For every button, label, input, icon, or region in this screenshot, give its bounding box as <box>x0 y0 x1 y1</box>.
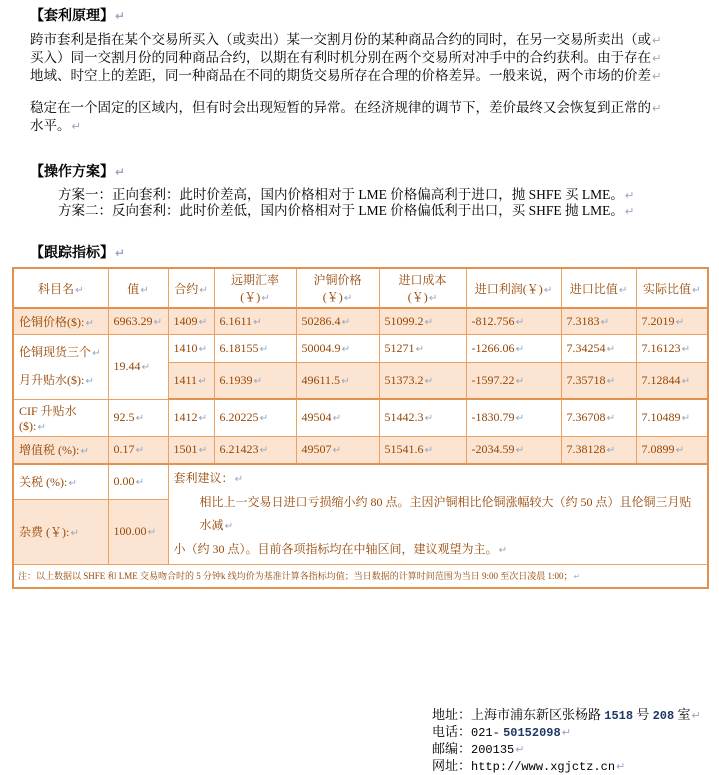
section-title-arbitrage-principle <box>30 8 719 25</box>
item-name: 杂费 (￥): <box>19 525 70 540</box>
spacer <box>0 85 719 99</box>
table-row-tariff <box>13 464 708 500</box>
header-text: 远期汇率(￥) <box>230 273 279 304</box>
contract-cell <box>168 335 214 363</box>
paragraph-mark: ↵ <box>234 473 244 485</box>
actual-ratio-cell <box>636 335 708 363</box>
actual-ratio-cell <box>636 308 708 335</box>
header-actual-ratio <box>636 268 708 308</box>
shfe-price-cell <box>296 335 379 363</box>
shfe-price-cell <box>296 363 379 400</box>
shfe-price-cell <box>296 399 379 436</box>
paragraph-line-text: 买入）同一交割月份的同种商品合约，以期在有利时机分别在两个交易所对冲手中的合约获利。由于存在 <box>30 50 651 65</box>
contract-cell <box>168 436 214 464</box>
import-cost-value: 51271 <box>384 341 415 355</box>
spacer <box>0 135 719 164</box>
paragraph-mark: ↵ <box>253 317 262 328</box>
section-title-operation-plan <box>30 164 719 181</box>
table-footnote-row <box>13 564 708 588</box>
fx-rate-value: 6.1939 <box>219 373 253 387</box>
contract-value: 1409 <box>173 314 198 328</box>
paragraph-mark: ↵ <box>115 9 125 23</box>
section-title-text: 【操作方案】 <box>30 165 114 180</box>
contract-value: 1412 <box>173 410 198 425</box>
contract-value: 1501 <box>173 442 198 456</box>
paragraph-mark: ↵ <box>332 413 342 425</box>
paragraph-mark: ↵ <box>259 344 269 355</box>
address-room-number: 208 <box>652 708 675 723</box>
header-text: 进口成本(￥) <box>398 273 447 304</box>
principle-paragraph-2 <box>30 99 689 135</box>
section-title-text: 【套利原理】 <box>30 9 114 24</box>
advice-line <box>174 491 703 538</box>
shfe-price-value: 49507 <box>301 442 332 456</box>
paragraph-mark: ↵ <box>515 317 525 328</box>
item-name: 增值税 (%): <box>19 443 80 457</box>
fx-rate-value: 6.18155 <box>219 341 259 355</box>
item-value: 100.00 <box>113 524 147 539</box>
contact-website-line <box>432 758 719 775</box>
item-name: 伦铜价格($): <box>19 315 85 329</box>
contract-value: 1411 <box>173 373 198 387</box>
phone-area-code: 021- <box>471 725 500 740</box>
actual-ratio-cell <box>636 436 708 464</box>
address-street-number: 1518 <box>604 708 634 723</box>
item-name: CIF 升贴水($): <box>19 403 77 433</box>
paragraph-mark: ↵ <box>141 362 151 374</box>
website-label: 网址： <box>432 757 472 773</box>
paragraph-mark: ↵ <box>153 317 163 328</box>
import-cost-value: 51373.2 <box>384 373 424 387</box>
item-value-cell <box>108 335 168 400</box>
paragraph-mark: ↵ <box>498 544 508 556</box>
import-cost-value: 51541.6 <box>384 442 424 456</box>
indicator-table <box>12 267 709 589</box>
table-row-vat <box>13 436 708 464</box>
paragraph-mark: ↵ <box>675 317 685 328</box>
item-name-cell <box>13 399 108 436</box>
item-value: 92.5 <box>113 410 135 424</box>
fx-rate-cell <box>214 335 296 363</box>
paragraph-mark: ↵ <box>515 742 525 756</box>
header-text: 进口比值 <box>569 281 618 296</box>
item-name-line1: 伦铜现货三个 <box>19 344 92 359</box>
import-profit-value: -812.756 <box>471 314 515 328</box>
item-value-cell <box>108 464 168 500</box>
paragraph-mark: ↵ <box>85 318 94 329</box>
advice-text: 小（约 30 点）。目前各项指标均在中轴区间，建议观望为主。 <box>173 541 498 556</box>
contract-cell <box>168 363 214 400</box>
import-cost-cell <box>379 399 466 436</box>
zip-label: 邮编： <box>432 740 472 756</box>
import-profit-value: -2034.59 <box>471 442 515 456</box>
paragraph-mark: ↵ <box>198 317 208 328</box>
import-profit-cell <box>466 363 561 400</box>
plan-1-line <box>58 187 689 203</box>
paragraph-mark: ↵ <box>198 445 208 456</box>
contact-block <box>432 707 719 775</box>
item-name: 关税 (%): <box>19 475 68 490</box>
paragraph-mark: ↵ <box>198 344 208 355</box>
address-number-unit: 号 <box>636 706 650 722</box>
item-name-cell <box>13 436 108 464</box>
item-name-cell <box>13 308 108 335</box>
contact-phone-line <box>432 724 719 741</box>
actual-ratio-cell <box>636 363 708 400</box>
paragraph-mark: ↵ <box>224 520 234 532</box>
fx-rate-cell <box>214 308 296 335</box>
paragraph-mark: ↵ <box>515 344 525 355</box>
import-ratio-value: 7.34254 <box>566 341 606 355</box>
paragraph-mark: ↵ <box>652 51 662 65</box>
paragraph-mark: ↵ <box>424 445 434 456</box>
paragraph-mark: ↵ <box>424 413 434 425</box>
paragraph-mark: ↵ <box>600 317 610 328</box>
actual-ratio-value: 7.0899 <box>641 442 675 456</box>
paragraph-line-text: 稳定在一个固定的区域内，但有时会出现短暂的异常。在经济规律的调节下，差价最终又会恢复到正常的 <box>30 100 651 115</box>
item-value-cell <box>108 399 168 436</box>
table-row-spot-premium <box>13 335 708 363</box>
header-contract <box>168 268 214 308</box>
paragraph-mark: ↵ <box>92 347 101 359</box>
paragraph-mark: ↵ <box>606 445 616 456</box>
table-row-lme-price <box>13 308 708 335</box>
actual-ratio-value: 7.2019 <box>641 314 675 328</box>
paragraph-mark: ↵ <box>198 413 208 425</box>
import-profit-cell <box>466 399 561 436</box>
header-text: 值 <box>127 281 140 296</box>
item-name-cell <box>13 500 108 564</box>
import-cost-value: 51442.3 <box>384 410 424 425</box>
paragraph-mark: ↵ <box>616 759 626 773</box>
address-city: 上海市浦东新区张杨路 <box>471 706 602 722</box>
plan-2-text: 方案二：反向套利：此时价差低，国内价格相对于 LME 价格偏低利于出口，买 SHFE 抛 LME。 <box>58 203 624 218</box>
paragraph-mark: ↵ <box>74 284 84 296</box>
paragraph-mark: ↵ <box>199 284 208 296</box>
item-name-cell <box>13 464 108 500</box>
fx-rate-value: 6.21423 <box>219 442 259 456</box>
item-value-cell <box>108 308 168 335</box>
paragraph-mark: ↵ <box>135 477 145 489</box>
actual-ratio-value: 7.10489 <box>641 410 681 425</box>
header-text: 科目名 <box>37 281 74 296</box>
phone-number: 50152098 <box>503 725 561 740</box>
paragraph-mark: ↵ <box>115 246 125 260</box>
paragraph-mark: ↵ <box>341 317 351 328</box>
paragraph-line <box>30 99 689 117</box>
actual-ratio-cell <box>636 399 708 436</box>
header-shfe-price <box>296 268 379 308</box>
paragraph-mark: ↵ <box>561 725 571 739</box>
paragraph-mark: ↵ <box>543 284 553 296</box>
paragraph-mark: ↵ <box>37 421 46 433</box>
paragraph-mark: ↵ <box>198 376 207 387</box>
shfe-price-value: 50004.9 <box>301 341 341 355</box>
paragraph-mark: ↵ <box>135 445 145 456</box>
table-row-cif-premium <box>13 399 708 436</box>
table-header-row <box>13 268 708 308</box>
advice-line <box>174 538 703 562</box>
advice-title: 套利建议： <box>173 470 234 485</box>
paragraph-mark: ↵ <box>253 376 263 387</box>
paragraph-mark: ↵ <box>343 293 353 304</box>
import-profit-cell <box>466 436 561 464</box>
paragraph-mark: ↵ <box>681 376 691 387</box>
item-value: 19.44 <box>113 359 141 374</box>
header-import-profit <box>466 268 561 308</box>
paragraph-mark: ↵ <box>135 413 145 424</box>
operation-plans <box>58 187 689 219</box>
header-import-cost <box>379 268 466 308</box>
contract-cell <box>168 308 214 335</box>
paragraph-mark: ↵ <box>652 33 662 47</box>
header-subject <box>13 268 108 308</box>
paragraph-mark: ↵ <box>691 284 701 296</box>
footnote-cell <box>13 564 708 588</box>
fx-rate-cell <box>214 436 296 464</box>
paragraph-mark: ↵ <box>681 344 691 355</box>
plan-1-text: 方案一：正向套利：此时价差高，国内价格相对于 LME 价格偏高利于进口，抛 SHFE 买 LME。 <box>58 187 624 202</box>
actual-ratio-value: 7.12844 <box>641 373 681 387</box>
website-url: http://www.xgjctz.cn <box>471 759 616 774</box>
paragraph-mark: ↵ <box>624 204 635 218</box>
import-ratio-value: 7.3183 <box>566 314 600 328</box>
item-name-cell <box>13 335 108 400</box>
paragraph-line <box>30 117 689 135</box>
import-ratio-cell <box>561 335 636 363</box>
paragraph-mark: ↵ <box>261 293 270 304</box>
paragraph-mark: ↵ <box>68 478 77 490</box>
principle-paragraph-1 <box>30 31 689 85</box>
paragraph-mark: ↵ <box>652 69 662 83</box>
fx-rate-cell <box>214 363 296 400</box>
paragraph-mark: ↵ <box>624 188 635 202</box>
paragraph-mark: ↵ <box>332 445 342 456</box>
import-cost-cell <box>379 308 466 335</box>
section-title-text: 【跟踪指标】 <box>30 246 114 261</box>
import-cost-cell <box>379 335 466 363</box>
shfe-price-cell <box>296 308 379 335</box>
header-text: 进口利润(￥) <box>474 281 543 296</box>
paragraph-line <box>30 49 689 67</box>
paragraph-mark: ↵ <box>147 527 157 539</box>
paragraph-mark: ↵ <box>259 445 269 456</box>
section-title-tracking-indicators <box>30 245 719 262</box>
import-ratio-cell <box>561 399 636 436</box>
zip-code: 200135 <box>471 742 515 757</box>
paragraph-mark: ↵ <box>341 376 350 387</box>
import-cost-cell <box>379 436 466 464</box>
import-cost-cell <box>379 363 466 400</box>
advice-title-line <box>174 467 703 491</box>
import-ratio-cell <box>561 308 636 335</box>
item-value-cell <box>108 500 168 564</box>
import-profit-cell <box>466 335 561 363</box>
paragraph-mark: ↵ <box>424 317 434 328</box>
paragraph-mark: ↵ <box>428 293 438 304</box>
paragraph-mark: ↵ <box>515 376 525 387</box>
fx-rate-value: 6.20225 <box>219 410 259 425</box>
header-text: 合约 <box>174 281 199 296</box>
import-ratio-cell <box>561 363 636 400</box>
item-value: 0.17 <box>113 442 135 456</box>
paragraph-mark: ↵ <box>606 376 616 387</box>
paragraph-line <box>30 31 689 49</box>
shfe-price-cell <box>296 436 379 464</box>
paragraph-line <box>30 67 689 85</box>
paragraph-mark: ↵ <box>675 445 685 456</box>
paragraph-mark: ↵ <box>618 284 628 296</box>
contact-zip-line <box>432 741 719 758</box>
import-profit-value: -1266.06 <box>471 341 515 355</box>
advice-text: 相比上一交易日进口亏损缩小约 80 点。主因沪铜相比伦铜涨幅较大（约 50 点）且伦铜三月贴水减 <box>199 494 692 532</box>
import-cost-value: 51099.2 <box>384 314 424 328</box>
header-text: 实际比值 <box>642 281 691 296</box>
footnote-text: 注：以上数据以 SHFE 和 LME 交易吻合时的 5 分钟k 线均价为基准计算各指标均值；当日数据的计算时间范围为当日 9:00 至次日凌晨 1:00； <box>18 571 573 581</box>
paragraph-mark: ↵ <box>85 375 94 387</box>
paragraph-mark: ↵ <box>341 344 351 355</box>
address-label: 地址： <box>432 706 472 722</box>
plan-2-line <box>58 203 689 219</box>
item-name-line2: 月升贴水($): <box>19 372 85 387</box>
contract-cell <box>168 399 214 436</box>
import-profit-value: -1597.22 <box>471 373 515 387</box>
spacer <box>0 219 719 245</box>
address-room-unit: 室 <box>677 706 691 722</box>
shfe-price-value: 50286.4 <box>301 314 341 328</box>
paragraph-mark: ↵ <box>652 101 662 115</box>
contact-address-line <box>432 707 719 724</box>
header-import-ratio <box>561 268 636 308</box>
paragraph-mark: ↵ <box>80 446 89 457</box>
contract-value: 1410 <box>173 341 198 355</box>
item-value-cell <box>108 436 168 464</box>
shfe-price-value: 49611.5 <box>301 373 341 387</box>
paragraph-mark: ↵ <box>573 572 580 581</box>
header-value <box>108 268 168 308</box>
paragraph-mark: ↵ <box>71 119 82 133</box>
paragraph-mark: ↵ <box>424 376 434 387</box>
fx-rate-value: 6.1611 <box>219 314 253 328</box>
fx-rate-cell <box>214 399 296 436</box>
paragraph-mark: ↵ <box>140 284 149 296</box>
paragraph-mark: ↵ <box>681 413 691 425</box>
paragraph-line-text: 跨市套利是指在某个交易所买入（或卖出）某一交割月份的某种商品合约的同时，在另一交易所卖出（或 <box>30 32 651 47</box>
arbitrage-advice-cell <box>168 464 708 565</box>
paragraph-mark: ↵ <box>606 413 616 425</box>
actual-ratio-value: 7.16123 <box>641 341 681 355</box>
paragraph-mark: ↵ <box>70 528 79 540</box>
import-profit-cell <box>466 308 561 335</box>
paragraph-mark: ↵ <box>515 445 525 456</box>
paragraph-mark: ↵ <box>415 344 425 355</box>
paragraph-line-text: 水平。 <box>30 118 71 133</box>
paragraph-mark: ↵ <box>515 413 525 425</box>
phone-label: 电话： <box>432 723 472 739</box>
item-value: 0.00 <box>113 474 135 489</box>
import-ratio-value: 7.35718 <box>566 373 606 387</box>
import-ratio-cell <box>561 436 636 464</box>
import-ratio-value: 7.38128 <box>566 442 606 456</box>
paragraph-mark: ↵ <box>606 344 616 355</box>
shfe-price-value: 49504 <box>301 410 332 425</box>
import-ratio-value: 7.36708 <box>566 410 606 425</box>
header-forward-fx <box>214 268 296 308</box>
paragraph-mark: ↵ <box>115 165 125 179</box>
paragraph-mark: ↵ <box>259 413 269 425</box>
paragraph-line-text: 地域、时空上的差距，同一种商品在不同的期货交易所存在合理的价格差异。一般来说，两个市场的价差 <box>30 68 651 83</box>
import-profit-value: -1830.79 <box>471 410 515 425</box>
paragraph-mark: ↵ <box>691 708 701 722</box>
item-value: 6963.29 <box>113 314 153 328</box>
header-text: 沪铜价格(￥) <box>313 273 362 304</box>
